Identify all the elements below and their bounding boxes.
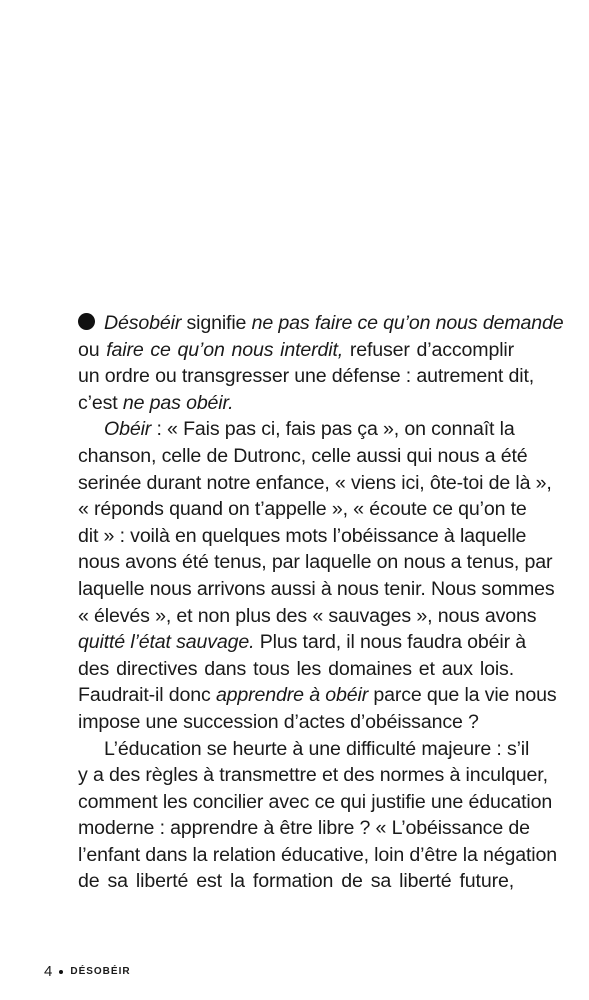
- running-title: DÉSOBÉIR: [70, 966, 131, 977]
- text-line: l’enfant dans la relation éducative, loin d’être la négation: [78, 843, 557, 866]
- text-line: dit » : voilà en quelques mots l’obéissance à laquelle: [78, 524, 527, 547]
- text-line: moderne : apprendre à être libre ? « L’obéissance de: [78, 817, 530, 840]
- text-line: impose une succession d’actes d’obéissance ?: [78, 710, 479, 733]
- text-line: « réponds quand on t’appelle », « écoute ce qu’on te: [78, 498, 527, 521]
- text-line: un ordre ou transgresser une défense : autrement dit,: [78, 365, 535, 388]
- text-line: Obéir : « Fais pas ci, fais pas ça », on connaît la: [104, 418, 515, 441]
- text-line: ou faire ce qu’on nous interdit, refuser d’accomplir: [78, 338, 514, 361]
- text-line: L’éducation se heurte à une difficulté majeure : s’il: [104, 737, 530, 760]
- page-footer: [44, 963, 131, 981]
- text-line: y a des règles à transmettre et des normes à inculquer,: [78, 764, 548, 787]
- text-line: laquelle nous arrivons aussi à nous tenir. Nous sommes: [78, 577, 555, 600]
- text-line: « élevés », et non plus des « sauvages », nous avons: [78, 604, 537, 627]
- bullet-icon: [78, 313, 95, 330]
- text-line: Désobéir signifie ne pas faire ce qu’on nous demande: [78, 310, 514, 337]
- body-text: [78, 310, 564, 895]
- page-number: 4: [44, 963, 53, 980]
- text-line: nous avons été tenus, par laquelle on nous a tenus, par: [78, 551, 553, 574]
- text-line: comment les concilier avec ce qui justifie une éducation: [78, 790, 553, 813]
- text-line: des directives dans tous les domaines et aux lois.: [78, 657, 514, 680]
- text-line: Faudrait-il donc apprendre à obéir parce que la vie nous: [78, 684, 557, 707]
- separator-dot-icon: [59, 970, 63, 974]
- text-line: de sa liberté est la formation de sa liberté future,: [78, 870, 514, 893]
- text-line: serinée durant notre enfance, « viens ici, ôte-toi de là »,: [78, 471, 552, 494]
- text-line: quitté l’état sauvage. Plus tard, il nous faudra obéir à: [78, 631, 526, 654]
- text-line: chanson, celle de Dutronc, celle aussi qui nous a été: [78, 444, 528, 467]
- text-line: c’est ne pas obéir.: [78, 391, 234, 414]
